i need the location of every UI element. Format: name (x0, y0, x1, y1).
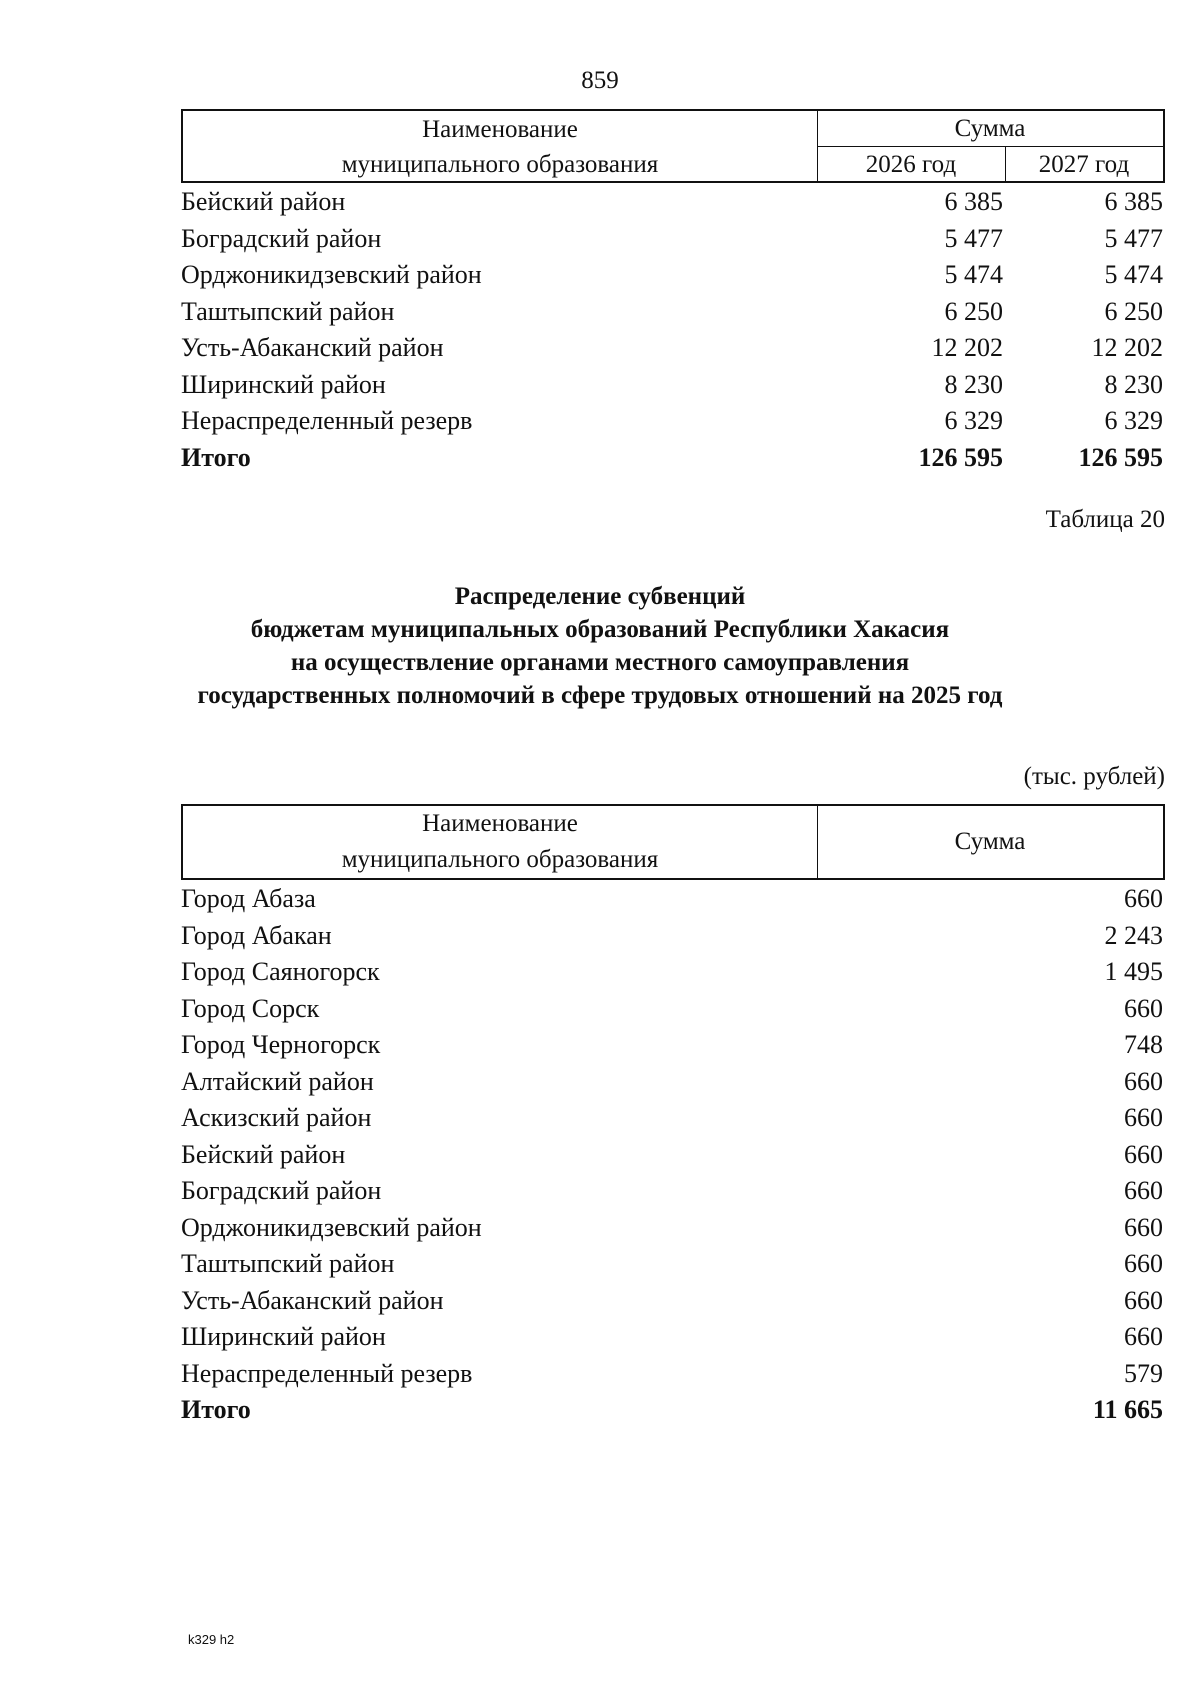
title-line-4: государственных полномочий в сфере трудовых отношений на 2025 год (197, 682, 1003, 709)
value-2026: 126 595 (918, 442, 1003, 472)
value-2026: 6 329 (944, 406, 1003, 435)
municipality-name: Город Сорск (181, 993, 320, 1023)
municipality-name: Таштыпский район (181, 1249, 395, 1278)
municipality-name: Нераспределенный резерв (181, 406, 473, 435)
table-number-label: Таблица 20 (1045, 506, 1165, 533)
page-number: 859 (581, 67, 619, 94)
table-row (181, 257, 1165, 294)
amount-value: 660 (1124, 1103, 1163, 1132)
value-2027: 5 474 (1104, 260, 1163, 289)
municipality-name: Нераспределенный резерв (181, 1358, 473, 1388)
table-row (181, 1319, 1165, 1356)
table-row (181, 221, 1165, 258)
table-body (181, 880, 1165, 1429)
municipality-name: Аскизский район (181, 1103, 372, 1132)
table-row (181, 1100, 1165, 1137)
municipality-name: Итого (181, 442, 251, 472)
value-2026: 12 202 (931, 333, 1003, 362)
municipality-name: Усть-Абаканский район (181, 333, 444, 362)
value-2026: 8 230 (944, 369, 1003, 399)
units-label: (тыс. рублей) (1023, 763, 1165, 790)
table-header (181, 804, 1165, 880)
municipality-name: Город Абаза (181, 884, 316, 913)
amount-value: 660 (1124, 993, 1163, 1023)
table-row (181, 1210, 1165, 1247)
column-header-name-line2: муниципального образования (341, 846, 659, 873)
column-header-sum: Сумма (954, 115, 1026, 142)
title-line-2: бюджетам муниципальных образований Республики Хакасия (250, 616, 950, 643)
total-row (181, 440, 1165, 477)
table-row (181, 954, 1165, 991)
column-header-2026: 2026 год (865, 151, 957, 178)
amount-value: 660 (1124, 1176, 1163, 1205)
amount-value: 660 (1124, 884, 1163, 913)
table-row (181, 918, 1165, 955)
column-header-sum: Сумма (954, 828, 1026, 855)
value-2027: 8 230 (1104, 369, 1163, 399)
table-body (181, 183, 1165, 476)
table-title (0, 580, 1200, 712)
municipality-name: Бейский район (181, 187, 346, 216)
column-header-2027: 2027 год (1038, 151, 1130, 178)
column-header-name-line1: Наименование (422, 116, 578, 143)
municipality-name: Бейский район (181, 1139, 346, 1169)
municipality-name: Город Черногорск (181, 1030, 381, 1059)
table-row (181, 403, 1165, 440)
amount-value: 2 243 (1104, 920, 1163, 950)
value-2027: 5 477 (1104, 223, 1163, 253)
municipality-name: Город Абакан (181, 920, 332, 950)
table-row (181, 1027, 1165, 1064)
value-2027: 6 250 (1104, 296, 1163, 326)
value-2027: 6 385 (1104, 187, 1163, 216)
municipality-name: Боградский район (181, 1176, 382, 1205)
table-row (181, 1064, 1165, 1101)
table-row (181, 367, 1165, 404)
municipality-name: Усть-Абаканский район (181, 1285, 444, 1315)
table-header (181, 109, 1165, 183)
table-continued (181, 109, 1165, 476)
municipality-name: Город Саяногорск (181, 957, 380, 986)
municipality-name: Ширинский район (181, 1322, 386, 1351)
table-row (181, 294, 1165, 331)
column-header-name-line2: муниципального образования (341, 151, 659, 178)
value-2027: 126 595 (1078, 442, 1163, 472)
municipality-name: Ширинский район (181, 369, 386, 399)
amount-value: 660 (1124, 1322, 1163, 1351)
amount-value: 660 (1124, 1249, 1163, 1278)
column-header-name-line1: Наименование (422, 810, 578, 837)
municipality-name: Боградский район (181, 223, 382, 253)
table-row (181, 991, 1165, 1028)
value-2026: 6 385 (944, 187, 1003, 216)
amount-value: 660 (1124, 1139, 1163, 1169)
table-row (181, 881, 1165, 918)
value-2027: 6 329 (1104, 406, 1163, 435)
municipality-name: Таштыпский район (181, 296, 395, 326)
amount-value: 660 (1124, 1285, 1163, 1315)
table-row (181, 1137, 1165, 1174)
amount-value: 1 495 (1104, 957, 1163, 986)
table-row (181, 1246, 1165, 1283)
amount-value: 11 665 (1092, 1395, 1163, 1424)
municipality-name: Итого (181, 1395, 251, 1424)
table-row (181, 1356, 1165, 1393)
total-row (181, 1392, 1165, 1429)
municipality-name: Орджоникидзевский район (181, 260, 482, 289)
value-2026: 6 250 (944, 296, 1003, 326)
value-2026: 5 477 (944, 223, 1003, 253)
municipality-name: Алтайский район (181, 1066, 374, 1096)
table-row (181, 1283, 1165, 1320)
table-20 (181, 804, 1165, 1429)
table-row (181, 184, 1165, 221)
value-2027: 12 202 (1091, 333, 1163, 362)
value-2026: 5 474 (944, 260, 1003, 289)
amount-value: 748 (1124, 1030, 1163, 1059)
amount-value: 660 (1124, 1212, 1163, 1242)
table-row (181, 1173, 1165, 1210)
amount-value: 660 (1124, 1066, 1163, 1096)
table-row (181, 330, 1165, 367)
title-line-3: на осуществление органами местного самоуправления (290, 649, 910, 676)
title-line-1: Распределение субвенций (454, 583, 746, 610)
amount-value: 579 (1124, 1358, 1163, 1388)
footer-code: k329 h2 (188, 1632, 235, 1647)
municipality-name: Орджоникидзевский район (181, 1212, 482, 1242)
